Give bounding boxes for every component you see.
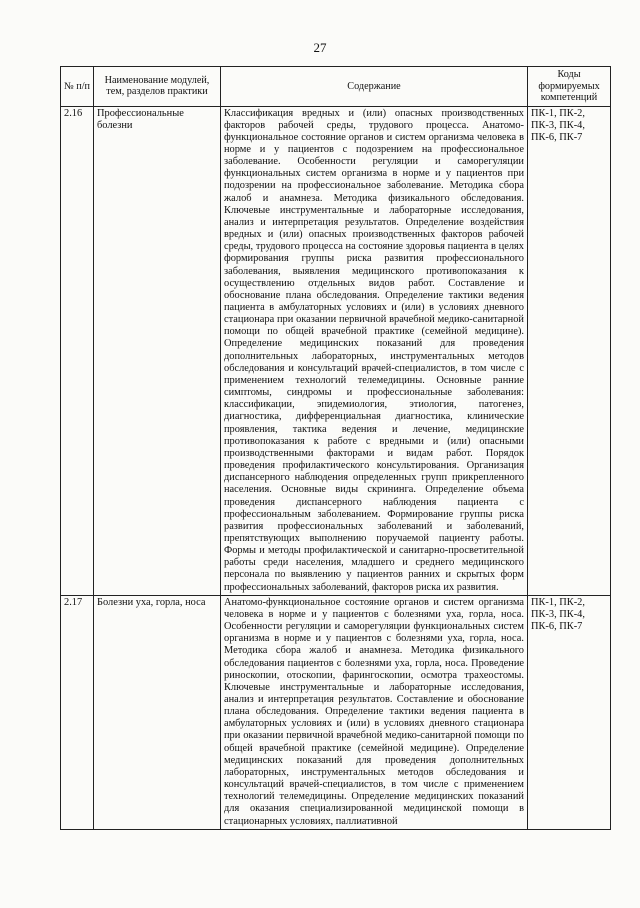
curriculum-table — [60, 66, 611, 830]
row-content: Классификация вредных и (или) опасных производственных факторов рабочей среды, трудового процесса. Анатомо-функциональное состояние органов и систем организма человека в норме и у пациентов с подозрением на профессиональное заболевание. Особенности регуляции и саморегуляции функциональных систем организма в норме и у пациентов при подозрении на профессиональное заболевание. Методика сбора жалоб и анамнеза. Методика физикального обследования. Ключевые инструментальные и лабораторные исследования, анализ и интерпретация результатов. Определение воздействия вредных и (или) опасных производственных факторов рабочей среды, трудового процесса на состояние здоровья пациента в целях формирования группы риска развития профессионального заболевания, выявления медицинского противопоказания к осуществлению отдельных видов работ. Составление и обоснование плана обследования. Определение тактики ведения пациента в амбулаторных условиях и (или) в условиях дневного стационара при оказании первичной врачебной медико-санитарной помощи по общей врачебной практике (семейной медицине). Определение медицинских показаний для проведения дополнительных лабораторных, инструментальных методов обследования и консультаций врачей-специалистов, в том числе с применением технологий телемедицины. Основные ранние симптомы, синдромы и профессиональные заболевания: классификации, эпидемиология, этиология, патогенез, диагностика, дифференциальная диагностика, клинические проявления, тактика ведения и лечение, медицинские противопоказания к работе с вредными и (или) опасными производственными факторами и видам работ. Порядок проведения профилактического консультирования. Организация диспансерного наблюдения определенных групп прикрепленного населения. Основные виды скрининга. Определение объема проведения диспансерного наблюдения пациента с профессиональным заболеванием. Формирование группы риска развития профессиональных заболеваний и заболеваний, препятствующих выполнению поручаемой пациенту работы. Формы и методы профилактической и санитарно-просветительной работы среди населения, младшего и среднего медицинского персонала по выявлению у пациентов ранних и скрытых форм профессиональных заболеваний, факторов риска их развития. — [221, 106, 528, 595]
header-codes: Коды формируемых компетенций — [528, 67, 611, 107]
header-content: Содержание — [221, 67, 528, 107]
row-module-name: Болезни уха, горла, носа — [94, 595, 221, 829]
page-number: 27 — [313, 40, 327, 55]
header-num: № п/п — [61, 67, 94, 107]
row-competence-codes: ПК-1, ПК-2, ПК-3, ПК-4, ПК-6, ПК-7 — [528, 106, 611, 595]
table-row — [61, 595, 611, 829]
row-number: 2.17 — [61, 595, 94, 829]
table-header-row — [61, 67, 611, 107]
row-content: Анатомо-функциональное состояние органов и систем организма человека в норме и у пациентов с болезнями уха, горла, носа. Особенности регуляции и саморегуляции функциональных систем организма в норме и у пациентов с болезнями уха, горла, носа. Методика сбора жалоб и анамнеза. Методика физикального обследования пациентов с болезнями уха, горла, носа. Проведение риноскопии, отоскопии, фарингоскопии, осмотра трахеостомы. Ключевые инструментальные и лабораторные исследования, анализ и интерпретация результатов. Составление и обоснование плана обследования. Определение тактики ведения пациента в амбулаторных условиях и (или) в условиях дневного стационара при оказании первичной врачебной медико-санитарной помощи по общей врачебной практике (семейной медицине). Определение медицинских показаний для проведения дополнительных лабораторных, инструментальных методов обследования и консультаций врачей-специалистов, в том числе с применением технологий телемедицины. Определение медицинских показаний для оказания специализированной медицинской помощи в стационарных условиях, паллиативной — [221, 595, 528, 829]
row-competence-codes: ПК-1, ПК-2, ПК-3, ПК-4, ПК-6, ПК-7 — [528, 595, 611, 829]
row-module-name: Профессиональные болезни — [94, 106, 221, 595]
table-row — [61, 106, 611, 595]
row-number: 2.16 — [61, 106, 94, 595]
table-viewport — [0, 66, 640, 878]
header-name: Наименование модулей, тем, разделов практики — [94, 67, 221, 107]
